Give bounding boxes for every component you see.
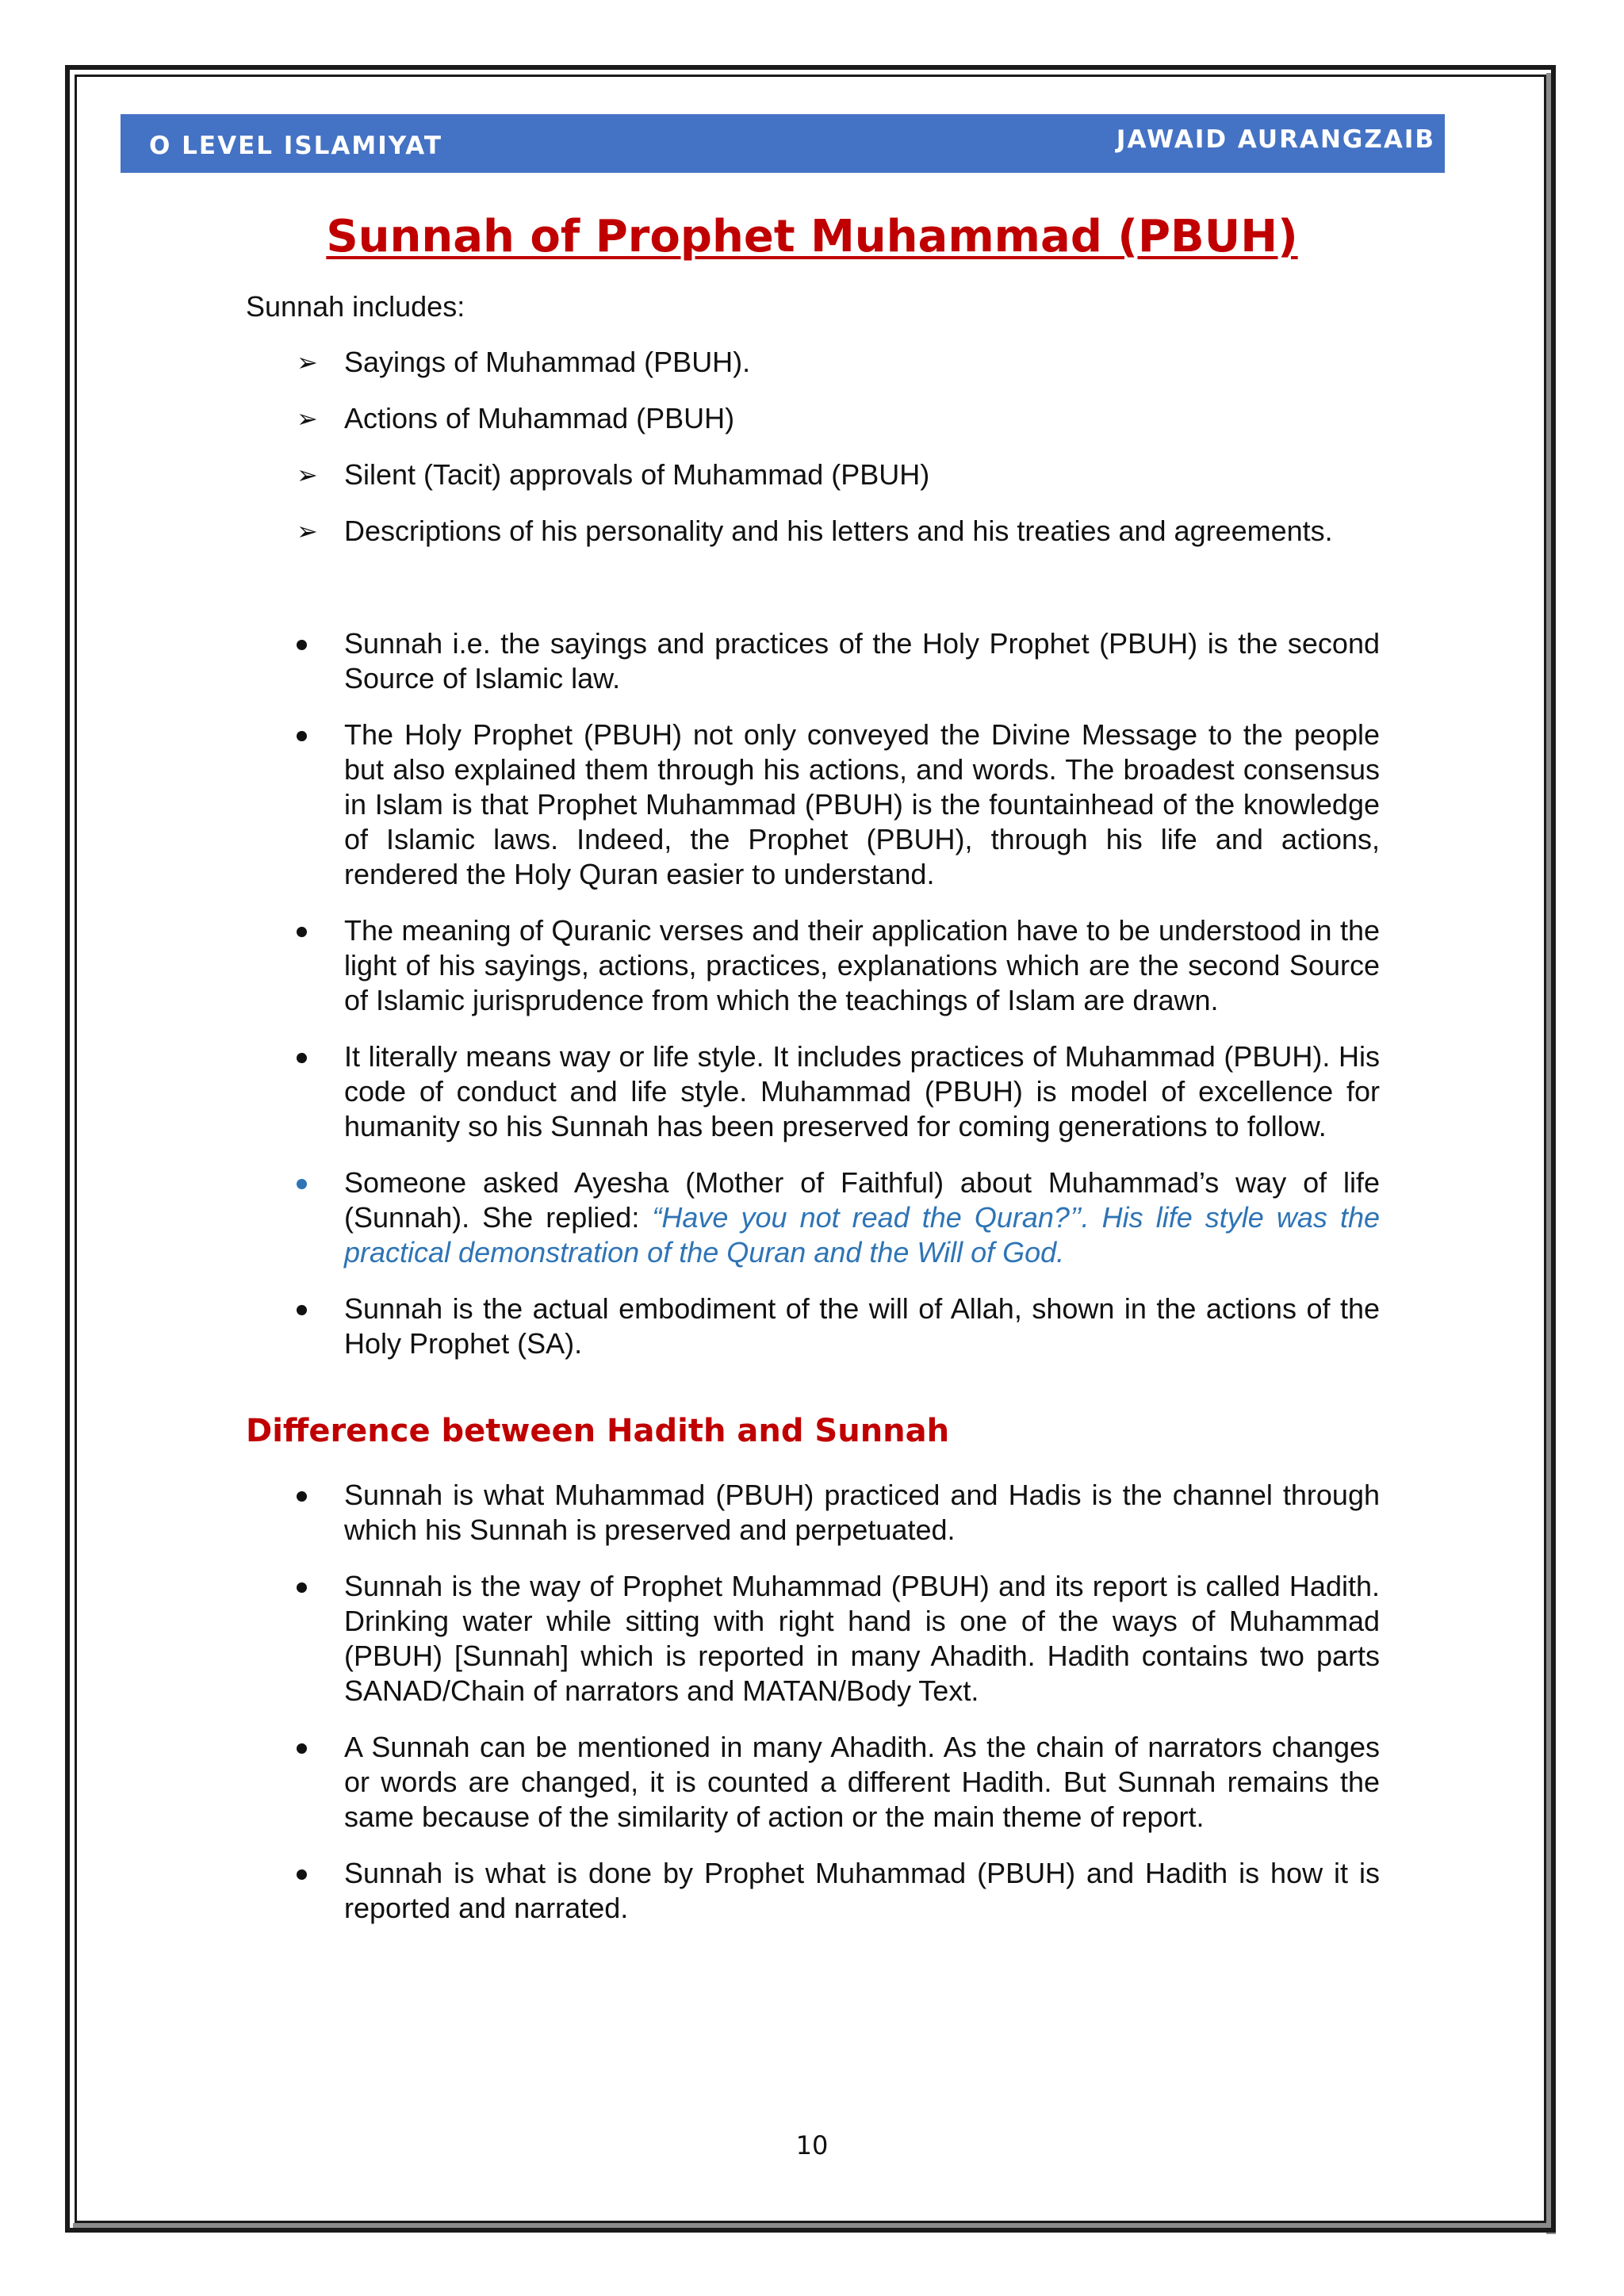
list-item: ➢ Sayings of Muhammad (PBUH). xyxy=(297,346,751,378)
list-item: Sunnah is the actual embodiment of the will of Allah, shown in the actions of the Holy Prophet (SA). xyxy=(297,1292,1380,1361)
list-item: Sunnah is what is done by Prophet Muhammad (PBUH) and Hadith is how it is reported and narrated. xyxy=(297,1856,1380,1926)
arrow-bullet-icon: ➢ xyxy=(297,517,318,545)
header-subject: O LEVEL ISLAMIYAT xyxy=(149,132,442,160)
ayesha-quote: “Have you not read the Quran?’’. His life style was the practical demonstration of the Quran and the Will of God. xyxy=(344,1201,1380,1269)
bullet-dot-icon xyxy=(297,1743,307,1754)
bullet-dot-icon xyxy=(297,1869,307,1880)
sunnah-includes-list xyxy=(297,346,1391,571)
header-author: JAWAID AURANGZAIB xyxy=(1116,125,1435,154)
list-item: ➢ Descriptions of his personality and his letters and his treaties and agreements. xyxy=(297,515,1333,547)
list-item: The meaning of Quranic verses and their application have to be understood in the light of his sayings, actions, practices, explanations which are the second Source of Islamic jurisprudence from which the teachings of Islam are drawn. xyxy=(297,913,1380,1018)
list-item: Sunnah i.e. the sayings and practices of the Holy Prophet (PBUH) is the second Source of Islamic law. xyxy=(297,626,1380,696)
list-item: It literally means way or life style. It includes practices of Muhammad (PBUH). His code of conduct and life style. Muhammad (PBUH) is model of excellence for humanity so his Sunnah has been preserved for coming generations to follow. xyxy=(297,1039,1380,1144)
intro-text: Sunnah includes: xyxy=(246,290,465,323)
header-bar xyxy=(121,114,1445,173)
list-item: ➢ Actions of Muhammad (PBUH) xyxy=(297,402,735,434)
bullet-dot-icon xyxy=(297,1179,307,1189)
arrow-bullet-icon: ➢ xyxy=(297,461,318,489)
arrow-bullet-icon: ➢ xyxy=(297,348,318,377)
section-heading: Difference between Hadith and Sunnah xyxy=(246,1413,950,1449)
page-number: 10 xyxy=(795,2130,829,2160)
bullet-dot-icon xyxy=(297,1305,307,1315)
page-title: Sunnah of Prophet Muhammad (PBUH) xyxy=(326,211,1298,262)
list-item: Sunnah is the way of Prophet Muhammad (PBUH) and its report is called Hadith. Drinking water while sitting with right hand is one of the ways of Muhammad (PBUH) [Sunnah] which is reported in many Ahadith. Hadith contains two parts SANAD/Chain of narrators and MATAN/Body Text. xyxy=(297,1569,1380,1709)
list-item: Someone asked Ayesha (Mother of Faithful) about Muhammad’s way of life (Sunnah). She replied: “Have you not read the Quran?’’. His life style was the practical demonstration of the Quran and the Will of God. xyxy=(297,1165,1380,1270)
difference-points-list xyxy=(297,1478,1380,1947)
sunnah-points-list xyxy=(297,626,1380,1383)
list-item: ➢ Silent (Tacit) approvals of Muhammad (PBUH) xyxy=(297,458,930,491)
bullet-dot-icon xyxy=(297,1491,307,1502)
list-item: A Sunnah can be mentioned in many Ahadith. As the chain of narrators changes or words are changed, it is counted a different Hadith. But Sunnah remains the same because of the similarity of action or the main theme of report. xyxy=(297,1730,1380,1835)
bullet-dot-icon xyxy=(297,927,307,937)
bullet-dot-icon xyxy=(297,731,307,741)
list-item: Sunnah is what Muhammad (PBUH) practiced and Hadis is the channel through which his Sunnah is preserved and perpetuated. xyxy=(297,1478,1380,1548)
bullet-dot-icon xyxy=(297,640,307,650)
bullet-dot-icon xyxy=(297,1053,307,1063)
arrow-bullet-icon: ➢ xyxy=(297,404,318,433)
list-item: The Holy Prophet (PBUH) not only conveyed the Divine Message to the people but also explained them through his actions, and words. The broadest consensus in Islam is that Prophet Muhammad (PBUH) is the fountainhead of the knowledge of Islamic laws. Indeed, the Prophet (PBUH), through his life and actions, rendered the Holy Quran easier to understand. xyxy=(297,718,1380,892)
bullet-dot-icon xyxy=(297,1582,307,1593)
